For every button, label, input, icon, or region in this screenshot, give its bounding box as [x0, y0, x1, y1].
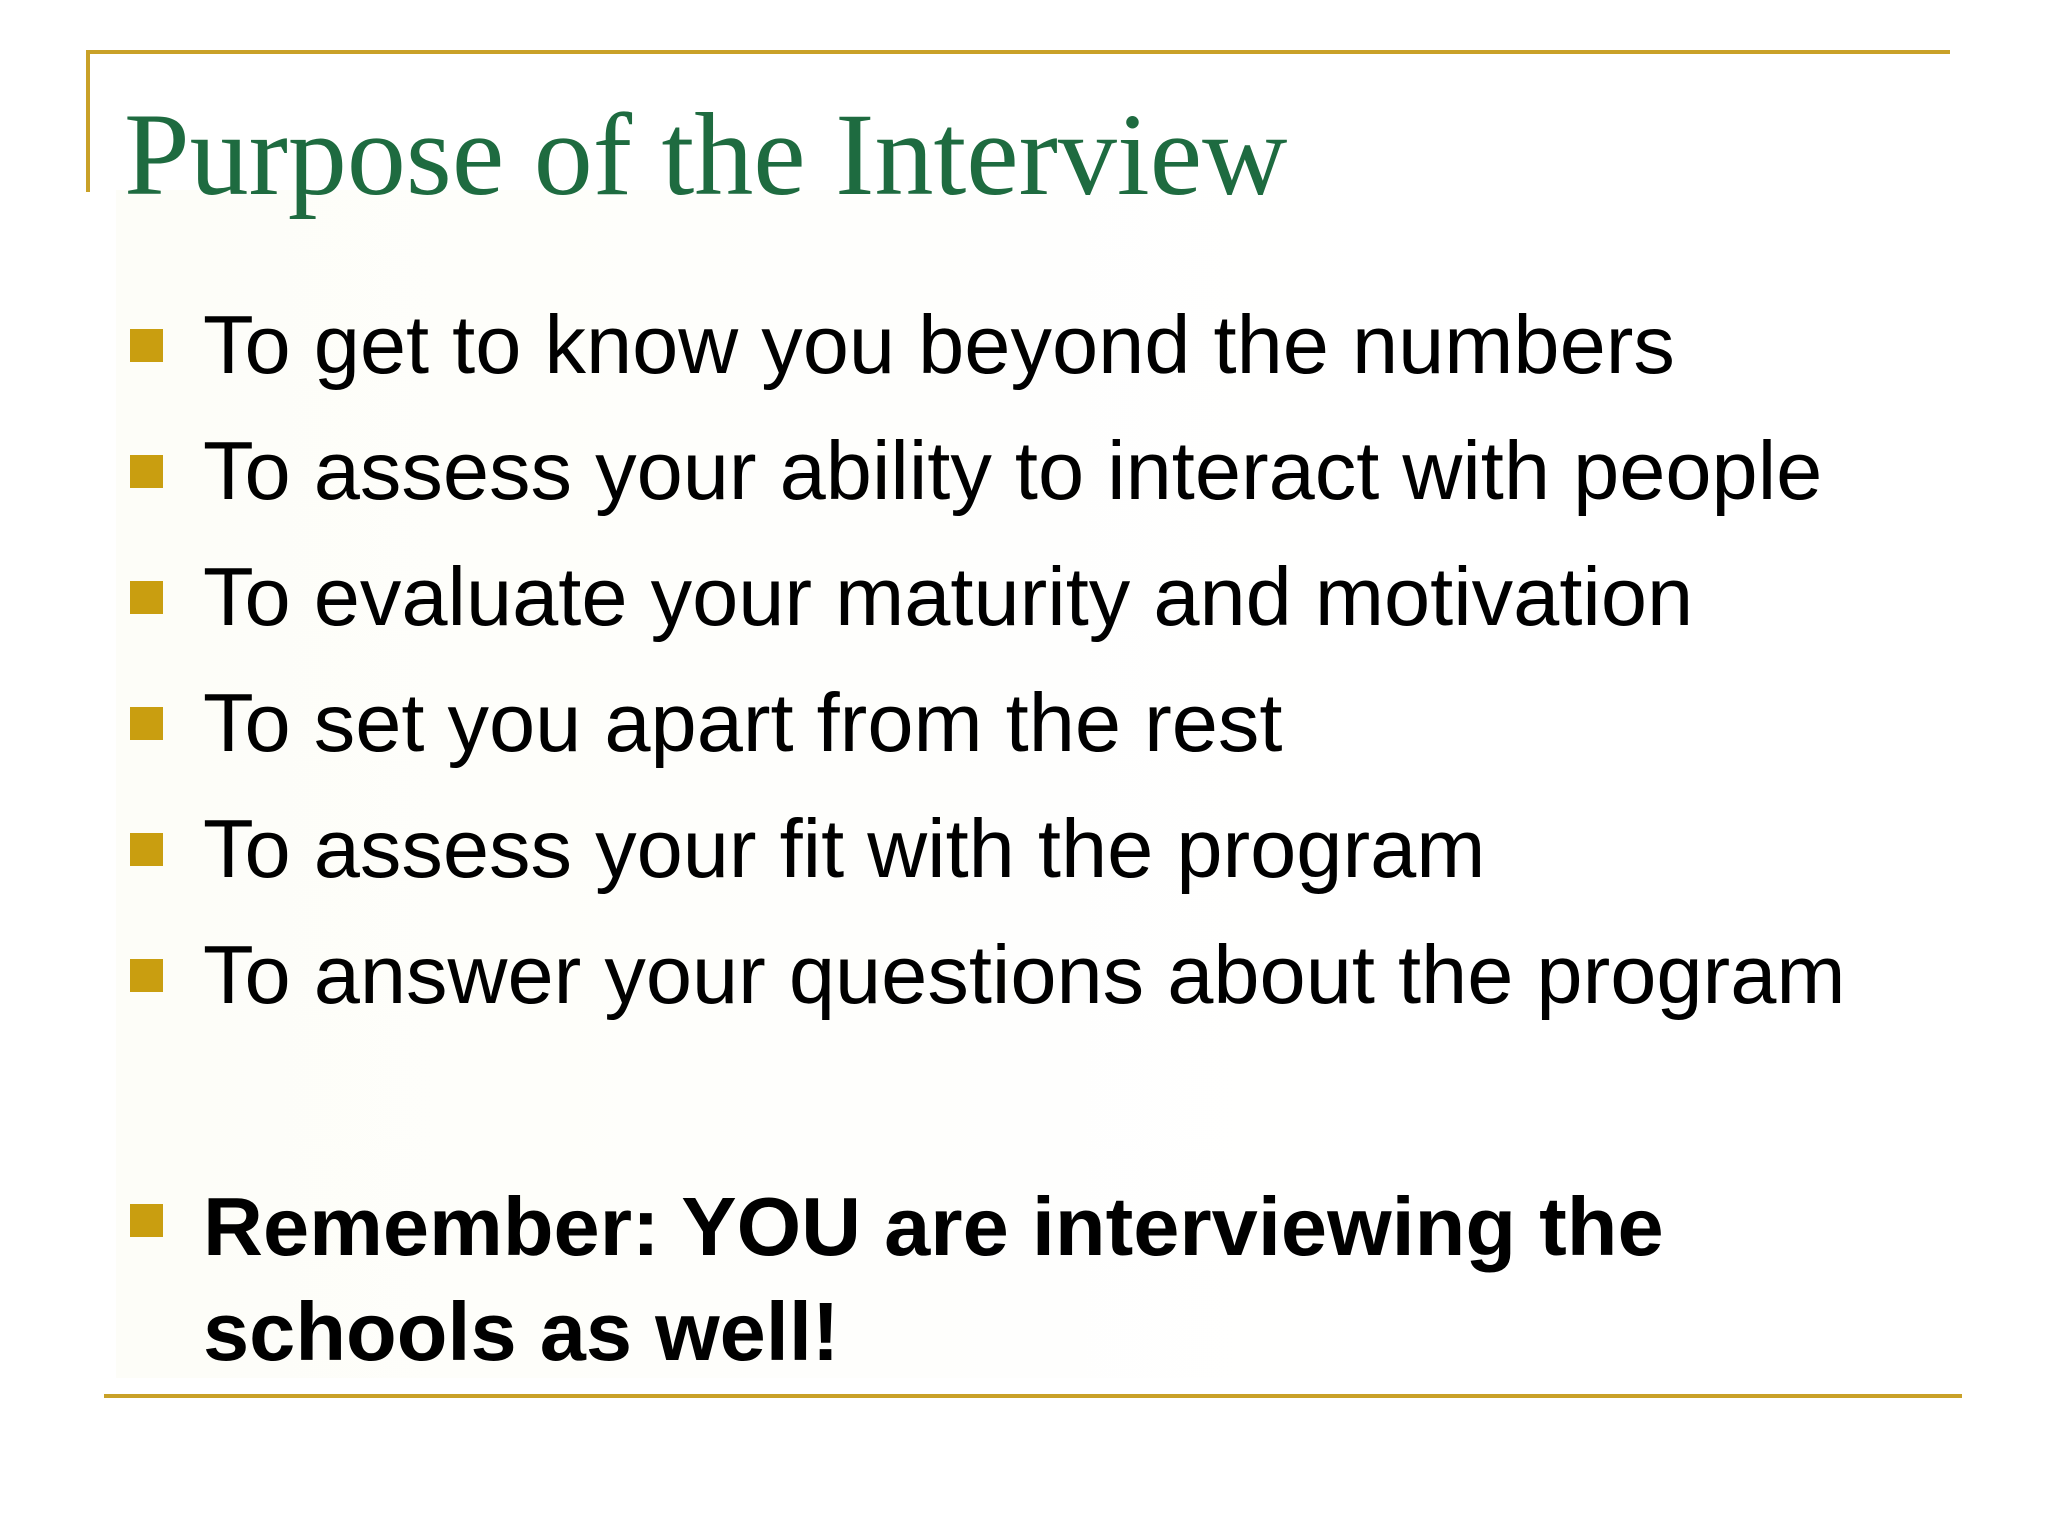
remember-text: Remember: YOU are interviewing the schools as well! — [203, 1180, 1664, 1378]
bullet-text: To evaluate your maturity and motivation — [203, 550, 1694, 643]
bullet-text: To answer your questions about the program — [203, 928, 1846, 1021]
square-bullet-icon — [130, 833, 163, 866]
bullet-text: To assess your ability to interact with people — [203, 424, 1823, 517]
slide-title: Purpose of the Interview — [124, 89, 1288, 220]
square-bullet-icon — [130, 329, 163, 362]
square-bullet-icon — [130, 581, 163, 614]
square-bullet-icon — [130, 455, 163, 488]
bottom-rule — [104, 1394, 1962, 1398]
square-bullet-icon — [130, 707, 163, 740]
square-bullet-icon — [130, 959, 163, 992]
square-bullet-icon — [130, 1204, 163, 1237]
bullet-text: To get to know you beyond the numbers — [203, 298, 1675, 391]
bullet-text: To assess your fit with the program — [203, 802, 1486, 895]
top-rule — [86, 50, 1950, 54]
left-rule — [86, 50, 90, 192]
bullet-text: To set you apart from the rest — [203, 676, 1283, 769]
